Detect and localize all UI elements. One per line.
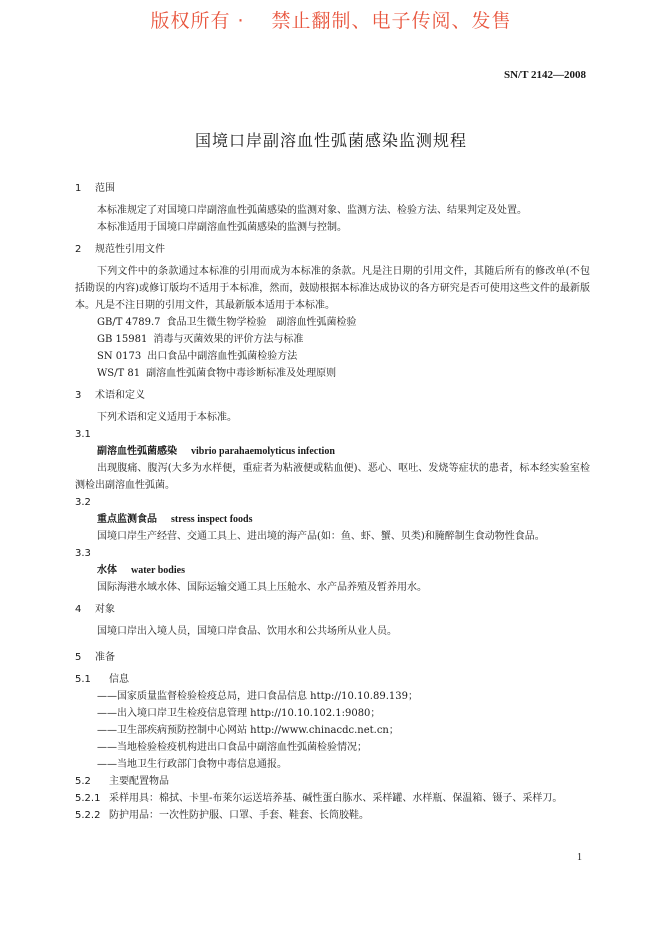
section-title: 对象 xyxy=(95,604,115,615)
subsection-number: 5.2 xyxy=(75,776,91,787)
term-zh: 水体 xyxy=(97,565,117,576)
list-item: ——出入境口岸卫生检疫信息管理 http://10.10.102.1:9080； xyxy=(97,708,381,719)
section-1-heading xyxy=(75,180,590,197)
term-definition: 国际海港水域水体、国际运输交通工具上压舱水、水产品养殖及暂养用水。 xyxy=(97,582,427,593)
section-number: 4 xyxy=(75,604,82,615)
reference-name: 食品卫生微生物学检验 副溶血性弧菌检验 xyxy=(166,317,357,328)
subsection-5-2-heading xyxy=(75,773,590,790)
reference-code: GB/T 4789.7 xyxy=(97,317,161,328)
standard-code: SN/T 2142—2008 xyxy=(503,69,586,81)
copyright-watermark: 版权所有 · 禁止翻制、电子传阅、发售 xyxy=(150,10,512,32)
term-en: water bodies xyxy=(131,565,185,576)
clause-text: 防护用品：一次性防护服、口罩、手套、鞋套、长筒胶鞋。 xyxy=(109,810,369,821)
reference-name: 副溶血性弧菌食物中毒诊断标准及处理原则 xyxy=(146,368,337,379)
reference-item xyxy=(75,314,590,331)
reference-item xyxy=(75,365,590,382)
section-title: 规范性引用文件 xyxy=(95,244,165,255)
document-body xyxy=(75,180,590,824)
term-name xyxy=(75,443,590,460)
paragraph: 本标准适用于国境口岸副溶血性弧菌感染的监测与控制。 xyxy=(97,222,347,233)
clause-5-2-2 xyxy=(75,807,590,824)
clause-number: 5.2.2 xyxy=(75,810,101,821)
subsection-5-1-heading xyxy=(75,671,590,688)
subsection-title: 信息 xyxy=(109,674,129,685)
section-2-heading xyxy=(75,241,590,258)
section-title: 准备 xyxy=(95,652,115,663)
section-number: 2 xyxy=(75,244,82,255)
section-4-heading xyxy=(75,601,590,618)
term-definition: 国境口岸生产经营、交通工具上、进出境的海产品(如：鱼、虾、蟹、贝类)和腌醉制生食动物性食品。 xyxy=(97,531,545,542)
reference-code: GB 15981 xyxy=(97,334,148,345)
section-3-heading xyxy=(75,387,590,404)
clause-text: 采样用具：棉拭、卡里-布莱尔运送培养基、碱性蛋白胨水、采样罐、水样瓶、保温箱、镊子、采样刀。 xyxy=(109,793,563,804)
page-number: 1 xyxy=(577,852,582,863)
reference-item xyxy=(75,331,590,348)
term-name xyxy=(75,562,590,579)
term-zh: 副溶血性弧菌感染 xyxy=(97,446,177,457)
section-number: 5 xyxy=(75,652,82,663)
section-number: 1 xyxy=(75,183,82,194)
section-title: 范围 xyxy=(95,183,115,194)
reference-item xyxy=(75,348,590,365)
term-name xyxy=(75,511,590,528)
term-number: 3.1 xyxy=(75,429,91,440)
term-zh: 重点监测食品 xyxy=(97,514,157,525)
reference-name: 出口食品中副溶血性弧菌检验方法 xyxy=(147,351,298,362)
clause-number: 5.2.1 xyxy=(75,793,101,804)
clause-5-2-1 xyxy=(75,790,590,807)
paragraph: 国境口岸出入境人员，国境口岸食品、饮用水和公共场所从业人员。 xyxy=(97,626,397,637)
reference-code: WS/T 81 xyxy=(97,368,141,379)
reference-code: SN 0173 xyxy=(97,351,142,362)
term-number: 3.3 xyxy=(75,548,91,559)
paragraph: 下列术语和定义适用于本标准。 xyxy=(97,412,237,423)
term-definition: 出现腹痛、腹泻(大多为水样便，重症者为粘液便或粘血便)、恶心、呕吐、发烧等症状的患者，标本经实验室检测检出副溶血性弧菌。 xyxy=(75,463,590,491)
term-en: stress inspect foods xyxy=(171,514,253,525)
reference-name: 消毒与灭菌效果的评价方法与标准 xyxy=(153,334,304,345)
list-item: ——当地检验检疫机构进出口食品中副溶血性弧菌检验情况； xyxy=(97,742,367,753)
list-item: ——国家质量监督检验检疫总局，进口食品信息 http://10.10.89.139； xyxy=(97,691,418,702)
section-5-heading xyxy=(75,649,590,666)
subsection-title: 主要配置物品 xyxy=(109,776,169,787)
paragraph: 本标准规定了对国境口岸副溶血性弧菌感染的监测对象、监测方法、检验方法、结果判定及处置。 xyxy=(97,205,527,216)
paragraph: 下列文件中的条款通过本标准的引用而成为本标准的条款。凡是注日期的引用文件，其随后所有的修改单(不包括勘误的内容)或修订版均不适用于本标准，然而，鼓励根据本标准达成协议的各方研究是否可使用这些文件的最新版本。凡是不注日期的引用文件，其最新版本适用于本标准。 xyxy=(75,266,590,311)
subsection-number: 5.1 xyxy=(75,674,91,685)
list-item: ——卫生部疾病预防控制中心网站 http://www.chinacdc.net.cn； xyxy=(97,725,399,736)
document-title: 国境口岸副溶血性弧菌感染监测规程 xyxy=(194,131,467,150)
section-number: 3 xyxy=(75,390,82,401)
section-title: 术语和定义 xyxy=(95,390,145,401)
term-en: vibrio parahaemolyticus infection xyxy=(191,446,335,457)
term-number: 3.2 xyxy=(75,497,91,508)
list-item: ——当地卫生行政部门食物中毒信息通报。 xyxy=(97,759,287,770)
